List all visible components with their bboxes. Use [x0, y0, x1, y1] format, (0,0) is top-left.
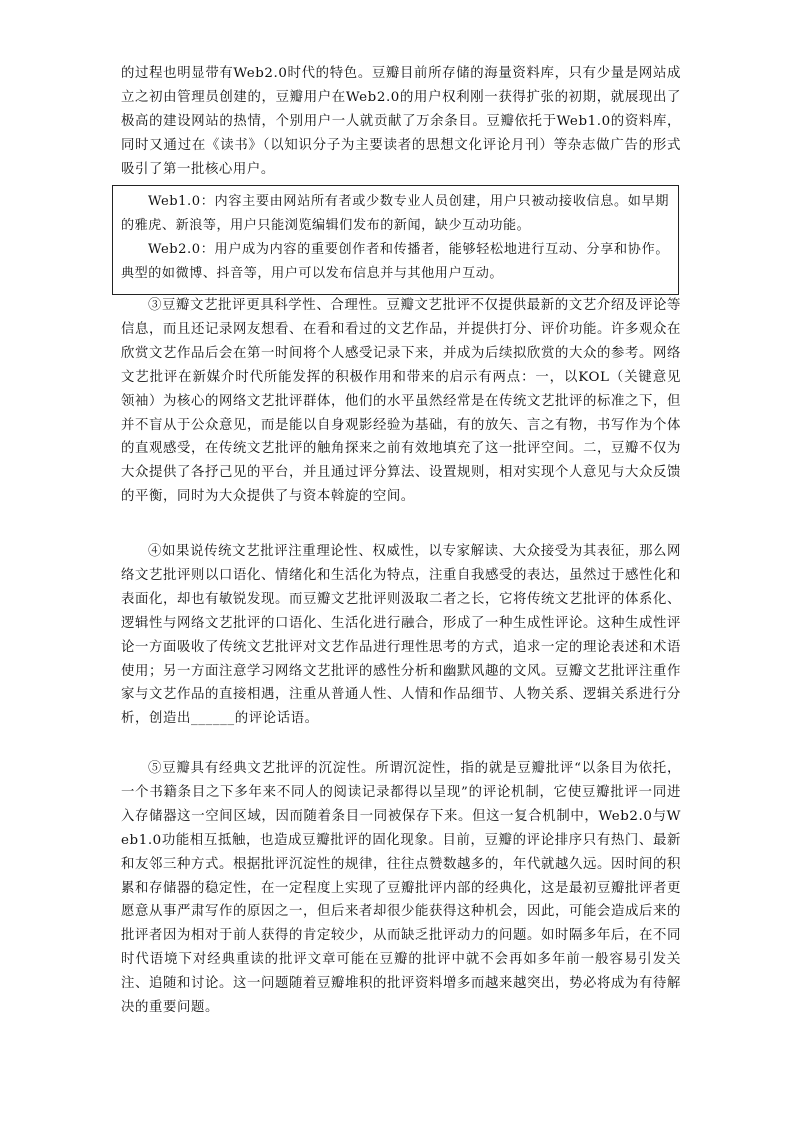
web-definition-box	[112, 185, 679, 295]
paragraph-5: ⑤豆瓣具有经典文艺批评的沉淀性。所谓沉淀性，指的就是豆瓣批评“以条目为依托，一个书籍条目之下多年来不同人的阅读记录都得以呈现”的评论机制，它使豆瓣批评一同进入存储器这一空间区域，因而随着条目一同被保存下来。但这一复合机制中，Web2.0与Web1.0功能相互抵触，也造成豆瓣批评的固化现象。目前，豆瓣的评论排序只有热门、最新和友邻三种方式。根据批评沉淀性的规律，往往点赞数越多的，年代就越久远。因时间的积累和存储器的稳定性，在一定程度上实现了豆瓣批评内部的经典化，这是最初豆瓣批评者更愿意从事严肃写作的原因之一，但后来者却很少能获得这种机会，因此，可能会造成后来的批评者因为相对于前人获得的肯定较少，从而缺乏批评动力的问题。如时隔多年后，在不同时代语境下对经典重读的批评文章可能在豆瓣的批评中就不会再如多年前一般容易引发关注、追随和讨论。这一问题随着豆瓣堆积的批评资料增多而越来越突出，势必将成为有待解决的重要问题。	[121, 761, 681, 1016]
web1-definition: Web1.0：内容主要由网站所有者或少数专业人员创建，用户只被动接收信息。如早期的雅虎、新浪等，用户只能浏览编辑们发布的新闻，缺少互动功能。	[121, 194, 669, 234]
paragraph-4: ④如果说传统文艺批评注重理论性、权威性，以专家解读、大众接受为其表征，那么网络文艺批评则以口语化、情绪化和生活化为特点，注重自我感受的表达，虽然过于感性化和表面化，却也有敏锐发现。而豆瓣文艺批评则汲取二者之长，它将传统文艺批评的体系化、逻辑性与网络文艺批评的口语化、生活化进行融合，形成了一种生成性评论。这种生成性评论一方面吸收了传统文艺批评对文艺作品进行理性思考的方式，追求一定的理论表述和术语使用；另一方面注意学习网络文艺批评的感性分析和幽默风趣的文风。豆瓣文艺批评注重作家与文艺作品的直接相遇，注重从普通人性、人情和作品细节、人物关系、逻辑关系进行分析，创造出______的评论话语。	[121, 544, 681, 727]
intro-paragraph: 的过程也明显带有Web2.0时代的特色。豆瓣目前所存储的海量资料库，只有少量是网站成立之初由管理员创建的，豆瓣用户在Web2.0的用户权利刚一获得扩张的初期，就展现出了极高的建设网站的热情，个别用户一人就贡献了万余条目。豆瓣依托于Web1.0的资料库，同时又通过在《读书》（以知识分子为主要读者的思想文化评论月刊）等杂志做广告的形式吸引了第一批核心用户。	[121, 66, 681, 177]
web2-definition: Web2.0：用户成为内容的重要创作者和传播者，能够轻松地进行互动、分享和协作。典型的如微博、抖音等，用户可以发布信息并与其他用户互动。	[121, 242, 669, 282]
paragraph-3: ③豆瓣文艺批评更具科学性、合理性。豆瓣文艺批评不仅提供最新的文艺介绍及评论等信息，而且还记录网友想看、在看和看过的文艺作品，并提供打分、评价功能。许多观众在欣赏文艺作品后会在第一时间将个人感受记录下来，并成为后续拟欣赏的大众的参考。网络文艺批评在新媒介时代所能发挥的积极作用和带来的启示有两点：一，以KOL（关键意见领袖）为核心的网络文艺批评群体，他们的水平虽然经常是在传统文艺批评的标准之下，但并不盲从于公众意见，而是能以自身观影经验为基础，有的放矢、言之有物，书写作为个体的直观感受，在传统文艺批评的触角探来之前有效地填充了这一批评空间。二，豆瓣不仅为大众提供了各抒己见的平台，并且通过评分算法、设置规则，相对实现个人意见与大众反馈的平衡，同时为大众提供了与资本斡旋的空间。	[121, 298, 681, 505]
